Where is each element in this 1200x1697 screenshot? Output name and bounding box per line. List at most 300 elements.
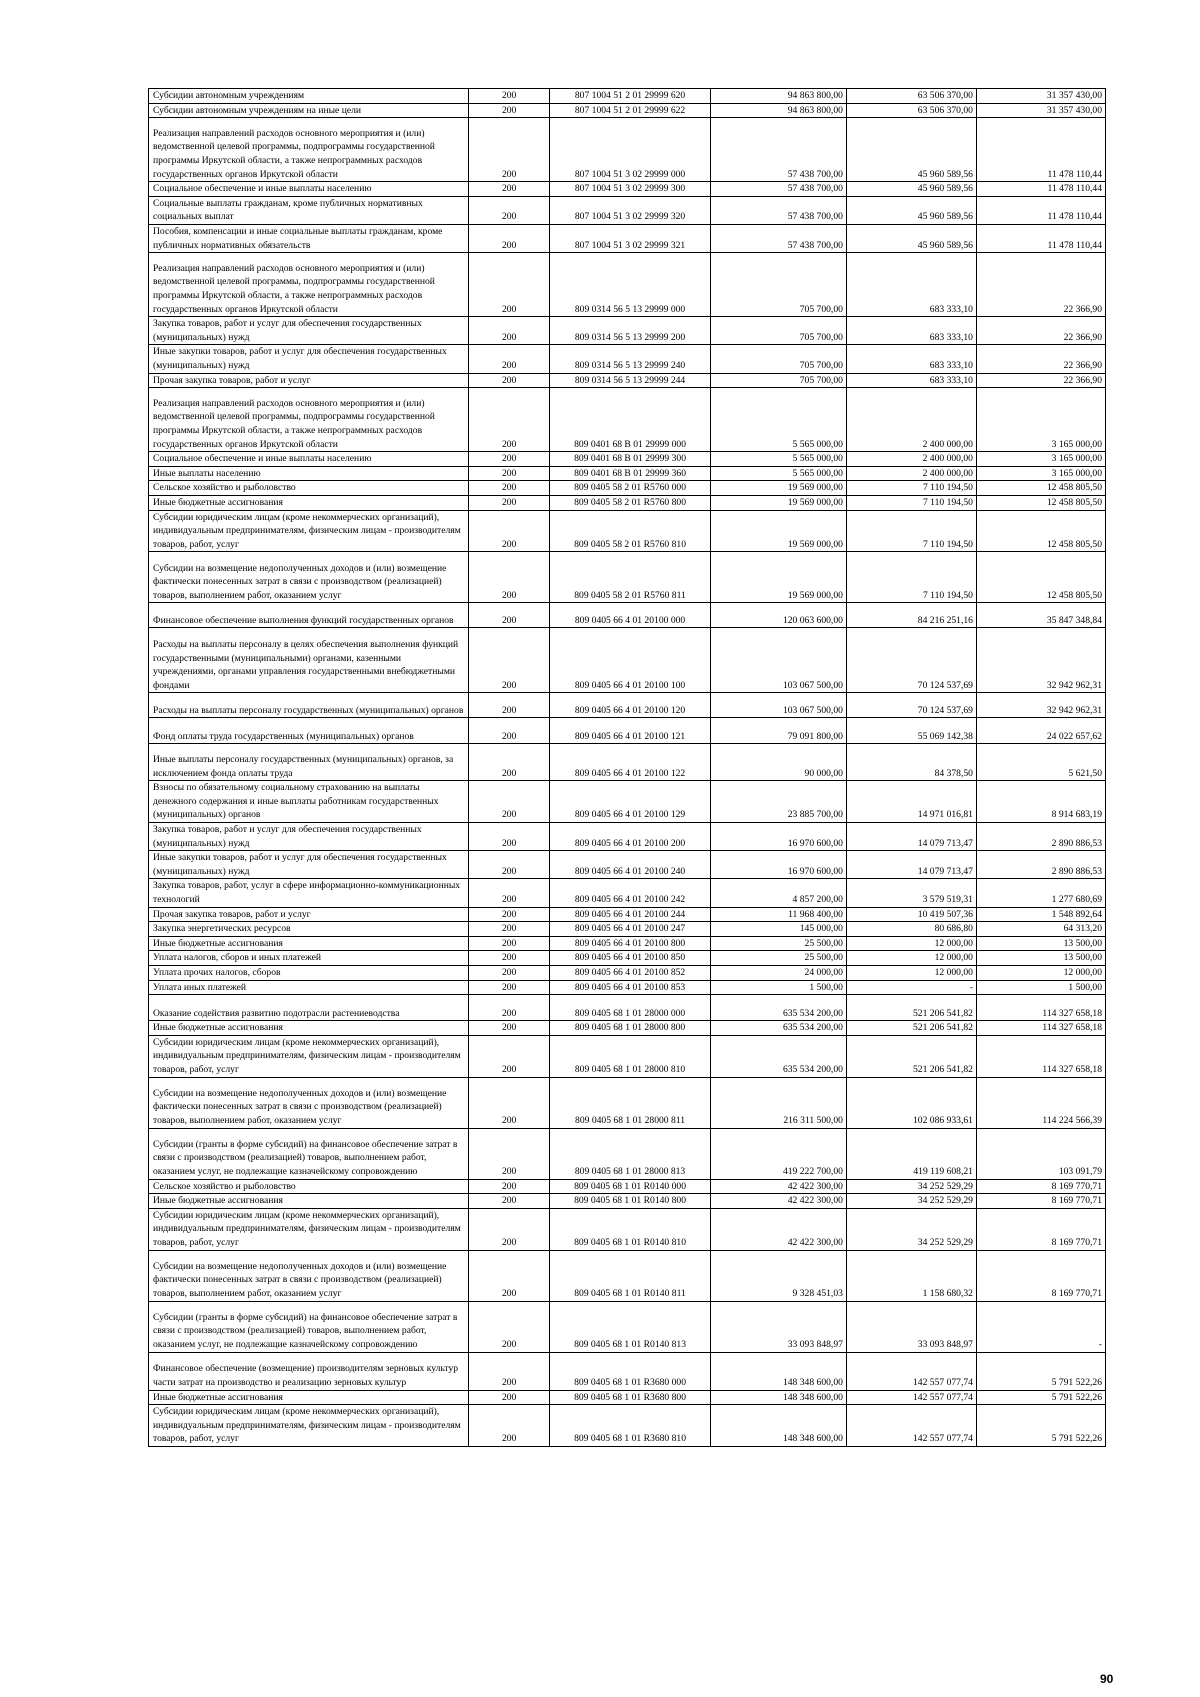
row-budget-code: 809 0405 66 4 01 20100 122	[550, 744, 711, 781]
row-unexecuted-amount: 32 942 962,31	[976, 693, 1105, 718]
table-row	[149, 253, 1106, 317]
row-name: Иные бюджетные ассигнования	[149, 1194, 469, 1209]
row-line-code: 200	[469, 118, 550, 182]
row-budget-code: 809 0405 68 1 01 28000 813	[550, 1128, 711, 1179]
row-budget-code: 809 0405 68 1 01 R0140 813	[550, 1301, 711, 1352]
row-line-code: 200	[469, 966, 550, 981]
row-line-code: 200	[469, 1208, 550, 1250]
row-unexecuted-amount: 32 942 962,31	[976, 628, 1105, 693]
row-budget-code: 809 0405 66 4 01 20100 129	[550, 781, 711, 823]
row-budget-code: 809 0405 68 1 01 R0140 811	[550, 1250, 711, 1301]
row-line-code: 200	[469, 1352, 550, 1390]
row-unexecuted-amount: 1 500,00	[976, 980, 1105, 995]
row-approved-amount: 19 569 000,00	[710, 495, 846, 510]
table-row	[149, 628, 1106, 693]
row-line-code: 200	[469, 823, 550, 851]
row-name: Субсидии автономным учреждениям	[149, 89, 469, 104]
row-name: Иные выплаты населению	[149, 466, 469, 481]
row-name: Закупка товаров, работ, услуг в сфере информационно-коммуникационных технологий	[149, 879, 469, 907]
row-name: Субсидии на возмещение недополученных доходов и (или) возмещение фактически понесенных затрат в связи с производством (реализацией) товаров, выполнением работ, оказанием услуг	[149, 552, 469, 603]
row-name: Иные выплаты персоналу государственных (муниципальных) органов, за исключением фонда оплаты труда	[149, 744, 469, 781]
row-line-code: 200	[469, 628, 550, 693]
table-row	[149, 1208, 1106, 1250]
row-name: Субсидии юридическим лицам (кроме некоммерческих организаций), индивидуальным предпринимателям, физическим лицам - производителям товаров, работ, услуг	[149, 1208, 469, 1250]
row-budget-code: 809 0405 68 1 01 R0140 810	[550, 1208, 711, 1250]
row-line-code: 200	[469, 466, 550, 481]
table-row	[149, 1179, 1106, 1194]
row-approved-amount: 9 328 451,03	[710, 1250, 846, 1301]
row-executed-amount: 102 086 933,61	[846, 1077, 976, 1128]
row-unexecuted-amount: 3 165 000,00	[976, 466, 1105, 481]
row-name: Иные бюджетные ассигнования	[149, 936, 469, 951]
row-budget-code: 809 0405 66 4 01 20100 120	[550, 693, 711, 718]
row-executed-amount: 14 079 713,47	[846, 823, 976, 851]
row-approved-amount: 79 091 800,00	[710, 718, 846, 744]
row-budget-code: 809 0405 68 1 01 R0140 000	[550, 1179, 711, 1194]
row-executed-amount: 63 506 370,00	[846, 89, 976, 104]
row-unexecuted-amount: 5 791 522,26	[976, 1352, 1105, 1390]
row-line-code: 200	[469, 936, 550, 951]
row-approved-amount: 94 863 800,00	[710, 89, 846, 104]
row-line-code: 200	[469, 1077, 550, 1128]
row-executed-amount: 55 069 142,38	[846, 718, 976, 744]
row-executed-amount: 10 419 507,36	[846, 907, 976, 922]
row-executed-amount: 521 206 541,82	[846, 995, 976, 1021]
row-budget-code: 809 0314 56 5 13 29999 200	[550, 317, 711, 345]
table-row	[149, 1390, 1106, 1405]
row-executed-amount: 683 333,10	[846, 317, 976, 345]
row-name: Сельское хозяйство и рыболовство	[149, 481, 469, 496]
row-line-code: 200	[469, 495, 550, 510]
row-name: Реализация направлений расходов основного мероприятия и (или) ведомственной целевой программы, подпрограммы государственной программы Иркутской области, а также непрограммных расходов государственных органов Иркутской области	[149, 118, 469, 182]
table-row	[149, 466, 1106, 481]
row-line-code: 200	[469, 373, 550, 388]
row-approved-amount: 635 534 200,00	[710, 1021, 846, 1036]
row-executed-amount: 142 557 077,74	[846, 1405, 976, 1447]
row-budget-code: 809 0405 58 2 01 R5760 000	[550, 481, 711, 496]
row-unexecuted-amount: 5 791 522,26	[976, 1405, 1105, 1447]
row-unexecuted-amount: 103 091,79	[976, 1128, 1105, 1179]
row-approved-amount: 705 700,00	[710, 345, 846, 373]
row-executed-amount: 7 110 194,50	[846, 495, 976, 510]
row-line-code: 200	[469, 317, 550, 345]
row-name: Уплата налогов, сборов и иных платежей	[149, 951, 469, 966]
row-budget-code: 809 0405 66 4 01 20100 853	[550, 980, 711, 995]
row-name: Финансовое обеспечение (возмещение) производителям зерновых культур части затрат на производство и реализацию зерновых культур	[149, 1352, 469, 1390]
row-name: Субсидии (гранты в форме субсидий) на финансовое обеспечение затрат в связи с производством (реализацией) товаров, выполнением работ, оказанием услуг, не подлежащие казначейскому сопровождению	[149, 1128, 469, 1179]
row-line-code: 200	[469, 1250, 550, 1301]
row-line-code: 200	[469, 744, 550, 781]
row-approved-amount: 103 067 500,00	[710, 628, 846, 693]
row-unexecuted-amount: 13 500,00	[976, 951, 1105, 966]
row-executed-amount: 12 000,00	[846, 966, 976, 981]
row-name: Прочая закупка товаров, работ и услуг	[149, 373, 469, 388]
row-unexecuted-amount: 3 165 000,00	[976, 452, 1105, 467]
row-unexecuted-amount: 24 022 657,62	[976, 718, 1105, 744]
row-approved-amount: 57 438 700,00	[710, 118, 846, 182]
row-unexecuted-amount: 8 169 770,71	[976, 1194, 1105, 1209]
row-executed-amount: 683 333,10	[846, 373, 976, 388]
table-row	[149, 495, 1106, 510]
row-executed-amount: 63 506 370,00	[846, 103, 976, 118]
row-approved-amount: 42 422 300,00	[710, 1208, 846, 1250]
row-line-code: 200	[469, 345, 550, 373]
table-row	[149, 1405, 1106, 1447]
row-executed-amount: 34 252 529,29	[846, 1179, 976, 1194]
row-line-code: 200	[469, 182, 550, 197]
row-name: Социальное обеспечение и иные выплаты населению	[149, 452, 469, 467]
table-row	[149, 1035, 1106, 1077]
table-row	[149, 196, 1106, 224]
table-row	[149, 966, 1106, 981]
row-unexecuted-amount: 11 478 110,44	[976, 196, 1105, 224]
row-line-code: 200	[469, 481, 550, 496]
row-executed-amount: 12 000,00	[846, 951, 976, 966]
row-unexecuted-amount: 5 791 522,26	[976, 1390, 1105, 1405]
row-budget-code: 809 0405 66 4 01 20100 240	[550, 851, 711, 879]
row-budget-code: 807 1004 51 3 02 29999 320	[550, 196, 711, 224]
row-approved-amount: 57 438 700,00	[710, 224, 846, 252]
table-row	[149, 103, 1106, 118]
row-approved-amount: 635 534 200,00	[710, 1035, 846, 1077]
table-row	[149, 781, 1106, 823]
row-budget-code: 809 0405 66 4 01 20100 244	[550, 907, 711, 922]
row-unexecuted-amount: 64 313,20	[976, 922, 1105, 937]
row-executed-amount: 14 079 713,47	[846, 851, 976, 879]
row-budget-code: 809 0405 68 1 01 28000 811	[550, 1077, 711, 1128]
row-executed-amount: 84 378,50	[846, 744, 976, 781]
row-budget-code: 807 1004 51 3 02 29999 000	[550, 118, 711, 182]
row-name: Финансовое обеспечение выполнения функций государственных органов	[149, 603, 469, 628]
row-line-code: 200	[469, 718, 550, 744]
row-line-code: 200	[469, 1128, 550, 1179]
row-unexecuted-amount: 2 890 886,53	[976, 823, 1105, 851]
row-name: Пособия, компенсации и иные социальные выплаты гражданам, кроме публичных нормативных обязательств	[149, 224, 469, 252]
row-name: Прочая закупка товаров, работ и услуг	[149, 907, 469, 922]
row-approved-amount: 24 000,00	[710, 966, 846, 981]
row-approved-amount: 705 700,00	[710, 317, 846, 345]
page-number: 90	[1100, 1672, 1114, 1686]
row-name: Закупка товаров, работ и услуг для обеспечения государственных (муниципальных) нужд	[149, 317, 469, 345]
row-executed-amount: 683 333,10	[846, 345, 976, 373]
row-line-code: 200	[469, 907, 550, 922]
row-name: Иные бюджетные ассигнования	[149, 495, 469, 510]
row-executed-amount: 84 216 251,16	[846, 603, 976, 628]
row-line-code: 200	[469, 89, 550, 104]
row-line-code: 200	[469, 693, 550, 718]
table-row	[149, 744, 1106, 781]
row-name: Расходы на выплаты персоналу государственных (муниципальных) органов	[149, 693, 469, 718]
row-budget-code: 809 0405 58 2 01 R5760 810	[550, 510, 711, 552]
table-row	[149, 224, 1106, 252]
row-line-code: 200	[469, 253, 550, 317]
table-row	[149, 1250, 1106, 1301]
row-name: Субсидии (гранты в форме субсидий) на финансовое обеспечение затрат в связи с производством (реализацией) товаров, выполнением работ, оказанием услуг, не подлежащие казначейскому сопровождению	[149, 1301, 469, 1352]
row-line-code: 200	[469, 781, 550, 823]
table-row	[149, 851, 1106, 879]
row-budget-code: 809 0401 68 В 01 29999 300	[550, 452, 711, 467]
row-line-code: 200	[469, 1021, 550, 1036]
row-approved-amount: 120 063 600,00	[710, 603, 846, 628]
row-executed-amount: 14 971 016,81	[846, 781, 976, 823]
row-executed-amount: 34 252 529,29	[846, 1208, 976, 1250]
row-executed-amount: 45 960 589,56	[846, 118, 976, 182]
row-executed-amount: 2 400 000,00	[846, 466, 976, 481]
row-approved-amount: 705 700,00	[710, 373, 846, 388]
row-unexecuted-amount: 114 327 658,18	[976, 995, 1105, 1021]
row-unexecuted-amount: 22 366,90	[976, 253, 1105, 317]
row-executed-amount: 7 110 194,50	[846, 552, 976, 603]
row-unexecuted-amount: 114 327 658,18	[976, 1035, 1105, 1077]
row-line-code: 200	[469, 1035, 550, 1077]
row-budget-code: 809 0405 66 4 01 20100 242	[550, 879, 711, 907]
row-name: Социальное обеспечение и иные выплаты населению	[149, 182, 469, 197]
row-line-code: 200	[469, 1405, 550, 1447]
table-row	[149, 936, 1106, 951]
row-unexecuted-amount: 12 458 805,50	[976, 481, 1105, 496]
row-unexecuted-amount: 1 277 680,69	[976, 879, 1105, 907]
row-executed-amount: 521 206 541,82	[846, 1035, 976, 1077]
row-budget-code: 809 0405 66 4 01 20100 247	[550, 922, 711, 937]
row-approved-amount: 19 569 000,00	[710, 510, 846, 552]
row-name: Реализация направлений расходов основного мероприятия и (или) ведомственной целевой программы, подпрограммы государственной программы Иркутской области, а также непрограммных расходов государственных органов Иркутской области	[149, 253, 469, 317]
row-line-code: 200	[469, 603, 550, 628]
row-approved-amount: 16 970 600,00	[710, 851, 846, 879]
table-row	[149, 823, 1106, 851]
row-name: Субсидии юридическим лицам (кроме некоммерческих организаций), индивидуальным предпринимателям, физическим лицам - производителям товаров, работ, услуг	[149, 510, 469, 552]
row-line-code: 200	[469, 452, 550, 467]
row-name: Уплата прочих налогов, сборов	[149, 966, 469, 981]
table-row	[149, 980, 1106, 995]
row-line-code: 200	[469, 388, 550, 452]
table-row	[149, 388, 1106, 452]
table-row	[149, 373, 1106, 388]
row-budget-code: 807 1004 51 3 02 29999 321	[550, 224, 711, 252]
table-row	[149, 1301, 1106, 1352]
row-executed-amount: 45 960 589,56	[846, 182, 976, 197]
row-executed-amount: 70 124 537,69	[846, 628, 976, 693]
row-name: Иные бюджетные ассигнования	[149, 1021, 469, 1036]
row-name: Субсидии юридическим лицам (кроме некоммерческих организаций), индивидуальным предпринимателям, физическим лицам - производителям товаров, работ, услуг	[149, 1035, 469, 1077]
row-executed-amount: 70 124 537,69	[846, 693, 976, 718]
row-line-code: 200	[469, 995, 550, 1021]
row-approved-amount: 57 438 700,00	[710, 182, 846, 197]
row-approved-amount: 33 093 848,97	[710, 1301, 846, 1352]
row-unexecuted-amount: 1 548 892,64	[976, 907, 1105, 922]
row-unexecuted-amount: 31 357 430,00	[976, 103, 1105, 118]
row-line-code: 200	[469, 1194, 550, 1209]
row-executed-amount: 419 119 608,21	[846, 1128, 976, 1179]
row-line-code: 200	[469, 552, 550, 603]
row-approved-amount: 5 565 000,00	[710, 388, 846, 452]
row-executed-amount: -	[846, 980, 976, 995]
row-budget-code: 809 0405 66 4 01 20100 121	[550, 718, 711, 744]
row-budget-code: 809 0405 68 1 01 R3680 000	[550, 1352, 711, 1390]
row-name: Субсидии на возмещение недополученных доходов и (или) возмещение фактически понесенных затрат в связи с производством (реализацией) товаров, выполнением работ, оказанием услуг	[149, 1077, 469, 1128]
table-row	[149, 603, 1106, 628]
row-executed-amount: 34 252 529,29	[846, 1194, 976, 1209]
budget-execution-table	[148, 88, 1106, 1447]
row-executed-amount: 33 093 848,97	[846, 1301, 976, 1352]
row-budget-code: 809 0401 68 В 01 29999 360	[550, 466, 711, 481]
row-approved-amount: 635 534 200,00	[710, 995, 846, 1021]
table-row	[149, 182, 1106, 197]
table-row	[149, 922, 1106, 937]
row-name: Субсидии на возмещение недополученных доходов и (или) возмещение фактически понесенных затрат в связи с производством (реализацией) товаров, выполнением работ, оказанием услуг	[149, 1250, 469, 1301]
row-approved-amount: 1 500,00	[710, 980, 846, 995]
row-approved-amount: 42 422 300,00	[710, 1194, 846, 1209]
table-row	[149, 118, 1106, 182]
row-line-code: 200	[469, 224, 550, 252]
row-unexecuted-amount: 12 458 805,50	[976, 552, 1105, 603]
row-approved-amount: 25 500,00	[710, 936, 846, 951]
row-unexecuted-amount: 22 366,90	[976, 345, 1105, 373]
row-unexecuted-amount: 11 478 110,44	[976, 224, 1105, 252]
row-approved-amount: 148 348 600,00	[710, 1390, 846, 1405]
row-approved-amount: 90 000,00	[710, 744, 846, 781]
row-approved-amount: 23 885 700,00	[710, 781, 846, 823]
table-row	[149, 879, 1106, 907]
row-budget-code: 807 1004 51 3 02 29999 300	[550, 182, 711, 197]
table-row	[149, 510, 1106, 552]
row-name: Социальные выплаты гражданам, кроме публичных нормативных социальных выплат	[149, 196, 469, 224]
row-line-code: 200	[469, 980, 550, 995]
row-name: Взносы по обязательному социальному страхованию на выплаты денежного содержания и иные выплаты работникам государственных (муниципальных) органов	[149, 781, 469, 823]
row-unexecuted-amount: 35 847 348,84	[976, 603, 1105, 628]
row-unexecuted-amount: 22 366,90	[976, 373, 1105, 388]
table-row	[149, 317, 1106, 345]
row-executed-amount: 45 960 589,56	[846, 196, 976, 224]
table-row	[149, 951, 1106, 966]
row-budget-code: 809 0405 68 1 01 28000 810	[550, 1035, 711, 1077]
table-row	[149, 718, 1106, 744]
table-row	[149, 693, 1106, 718]
row-approved-amount: 11 968 400,00	[710, 907, 846, 922]
row-budget-code: 809 0401 68 В 01 29999 000	[550, 388, 711, 452]
row-name: Расходы на выплаты персоналу в целях обеспечения выполнения функций государственными (муниципальными) органами, казенными учреждениями, органами управления государственными внебюджетными фондами	[149, 628, 469, 693]
row-budget-code: 809 0405 66 4 01 20100 000	[550, 603, 711, 628]
row-unexecuted-amount: -	[976, 1301, 1105, 1352]
row-unexecuted-amount: 12 458 805,50	[976, 495, 1105, 510]
row-approved-amount: 705 700,00	[710, 253, 846, 317]
row-line-code: 200	[469, 1390, 550, 1405]
table-row	[149, 345, 1106, 373]
row-approved-amount: 42 422 300,00	[710, 1179, 846, 1194]
row-budget-code: 809 0405 58 2 01 R5760 811	[550, 552, 711, 603]
row-budget-code: 809 0405 66 4 01 20100 850	[550, 951, 711, 966]
row-name: Оказание содействия развитию подотрасли растениеводства	[149, 995, 469, 1021]
row-unexecuted-amount: 11 478 110,44	[976, 118, 1105, 182]
row-unexecuted-amount: 2 890 886,53	[976, 851, 1105, 879]
table-row	[149, 1077, 1106, 1128]
row-unexecuted-amount: 12 000,00	[976, 966, 1105, 981]
table-row	[149, 89, 1106, 104]
row-executed-amount: 12 000,00	[846, 936, 976, 951]
row-budget-code: 809 0405 66 4 01 20100 200	[550, 823, 711, 851]
table-row	[149, 1352, 1106, 1390]
row-approved-amount: 25 500,00	[710, 951, 846, 966]
row-executed-amount: 142 557 077,74	[846, 1390, 976, 1405]
row-unexecuted-amount: 8 914 683,19	[976, 781, 1105, 823]
row-budget-code: 809 0405 66 4 01 20100 800	[550, 936, 711, 951]
row-executed-amount: 1 158 680,32	[846, 1250, 976, 1301]
row-budget-code: 809 0314 56 5 13 29999 244	[550, 373, 711, 388]
table-row	[149, 907, 1106, 922]
table-row	[149, 1021, 1106, 1036]
table-body	[149, 89, 1106, 1447]
row-approved-amount: 216 311 500,00	[710, 1077, 846, 1128]
row-line-code: 200	[469, 196, 550, 224]
row-unexecuted-amount: 12 458 805,50	[976, 510, 1105, 552]
row-unexecuted-amount: 5 621,50	[976, 744, 1105, 781]
row-budget-code: 809 0405 66 4 01 20100 852	[550, 966, 711, 981]
row-name: Иные закупки товаров, работ и услуг для обеспечения государственных (муниципальных) нужд	[149, 345, 469, 373]
row-budget-code: 809 0405 58 2 01 R5760 800	[550, 495, 711, 510]
row-executed-amount: 7 110 194,50	[846, 481, 976, 496]
row-name: Иные закупки товаров, работ и услуг для обеспечения государственных (муниципальных) нужд	[149, 851, 469, 879]
row-executed-amount: 683 333,10	[846, 253, 976, 317]
row-budget-code: 809 0405 68 1 01 R3680 800	[550, 1390, 711, 1405]
table-row	[149, 552, 1106, 603]
row-name: Субсидии автономным учреждениям на иные цели	[149, 103, 469, 118]
table-row	[149, 1128, 1106, 1179]
row-approved-amount: 148 348 600,00	[710, 1352, 846, 1390]
row-executed-amount: 7 110 194,50	[846, 510, 976, 552]
row-approved-amount: 145 000,00	[710, 922, 846, 937]
row-approved-amount: 5 565 000,00	[710, 452, 846, 467]
row-unexecuted-amount: 114 327 658,18	[976, 1021, 1105, 1036]
row-unexecuted-amount: 22 366,90	[976, 317, 1105, 345]
row-line-code: 200	[469, 510, 550, 552]
row-unexecuted-amount: 11 478 110,44	[976, 182, 1105, 197]
row-approved-amount: 103 067 500,00	[710, 693, 846, 718]
row-unexecuted-amount: 13 500,00	[976, 936, 1105, 951]
row-budget-code: 809 0314 56 5 13 29999 000	[550, 253, 711, 317]
row-approved-amount: 16 970 600,00	[710, 823, 846, 851]
row-budget-code: 809 0405 68 1 01 R3680 810	[550, 1405, 711, 1447]
row-executed-amount: 3 579 519,31	[846, 879, 976, 907]
row-budget-code: 809 0405 68 1 01 R0140 800	[550, 1194, 711, 1209]
row-budget-code: 809 0405 68 1 01 28000 800	[550, 1021, 711, 1036]
row-executed-amount: 45 960 589,56	[846, 224, 976, 252]
row-approved-amount: 4 857 200,00	[710, 879, 846, 907]
row-budget-code: 809 0314 56 5 13 29999 240	[550, 345, 711, 373]
row-line-code: 200	[469, 1301, 550, 1352]
row-name: Фонд оплаты труда государственных (муниципальных) органов	[149, 718, 469, 744]
row-name: Реализация направлений расходов основного мероприятия и (или) ведомственной целевой программы, подпрограммы государственной программы Иркутской области, а также непрограммных расходов государственных органов Иркутской области	[149, 388, 469, 452]
row-unexecuted-amount: 114 224 566,39	[976, 1077, 1105, 1128]
row-approved-amount: 94 863 800,00	[710, 103, 846, 118]
row-name: Закупка энергетических ресурсов	[149, 922, 469, 937]
row-unexecuted-amount: 3 165 000,00	[976, 388, 1105, 452]
row-name: Сельское хозяйство и рыболовство	[149, 1179, 469, 1194]
row-approved-amount: 5 565 000,00	[710, 466, 846, 481]
table-row	[149, 1194, 1106, 1209]
row-approved-amount: 57 438 700,00	[710, 196, 846, 224]
row-executed-amount: 2 400 000,00	[846, 388, 976, 452]
row-budget-code: 809 0405 66 4 01 20100 100	[550, 628, 711, 693]
row-name: Субсидии юридическим лицам (кроме некоммерческих организаций), индивидуальным предпринимателям, физическим лицам - производителям товаров, работ, услуг	[149, 1405, 469, 1447]
row-line-code: 200	[469, 851, 550, 879]
row-executed-amount: 2 400 000,00	[846, 452, 976, 467]
row-name: Уплата иных платежей	[149, 980, 469, 995]
row-line-code: 200	[469, 951, 550, 966]
row-line-code: 200	[469, 1179, 550, 1194]
row-approved-amount: 419 222 700,00	[710, 1128, 846, 1179]
row-executed-amount: 521 206 541,82	[846, 1021, 976, 1036]
row-budget-code: 807 1004 51 2 01 29999 622	[550, 103, 711, 118]
table-row	[149, 452, 1106, 467]
